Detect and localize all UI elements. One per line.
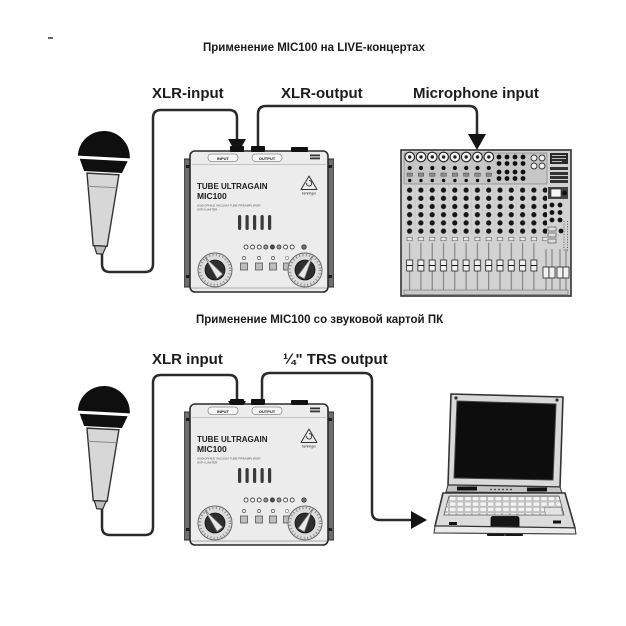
- cable-preamp-to-mixer: [258, 106, 477, 150]
- gain-knob: [198, 253, 232, 287]
- channel-switch-row: [404, 236, 547, 242]
- preamp-desc-line1: AUDIOPHILE VACUUM TUBE PREAMPLIFIER: [197, 456, 261, 461]
- power-port-marks: [310, 155, 320, 157]
- microphone-pc-icon: [68, 381, 138, 513]
- channel-knob-grid: [404, 185, 547, 235]
- preamp-graphic: [184, 399, 334, 545]
- preamp-desc-line2: WITH LIMITER: [197, 460, 218, 465]
- label-xlr-input-pc: XLR input: [152, 351, 223, 368]
- preamp-desc-line1: AUDIOPHILE VACUUM TUBE PREAMPLIFIER: [197, 203, 261, 208]
- preamp-name-line1: TUBE ULTRAGAIN: [197, 435, 268, 444]
- mixer-icon: [400, 149, 572, 299]
- label-xlr-input-live: XLR-input: [152, 85, 224, 102]
- label-microphone-input: Microphone input: [413, 85, 539, 102]
- power-port-marks: [310, 408, 320, 410]
- output-knob: [288, 253, 322, 287]
- label-xlr-output-live: XLR-output: [281, 85, 363, 102]
- section-title-live: Применение MIC100 на LIVE-концертах: [203, 42, 425, 54]
- preamp-device-pc: [184, 398, 334, 549]
- laptop-screen: [454, 401, 556, 480]
- gain-knob: [198, 506, 232, 540]
- port-output-label: OUTPUT: [258, 408, 276, 414]
- preamp-name-line2: MIC100: [197, 444, 227, 454]
- output-knob: [288, 506, 322, 540]
- power-jack: [291, 400, 308, 405]
- brand-label: behringer: [301, 444, 317, 449]
- brand-label: behringer: [301, 191, 317, 196]
- output-jack: [251, 146, 265, 152]
- preamp-desc-line2: WITH LIMITER: [197, 207, 218, 212]
- mixer-logo-block: [550, 153, 568, 183]
- arrowhead-laptop: [411, 511, 427, 529]
- input-jack: [230, 399, 244, 405]
- laptop-icon: [427, 390, 589, 545]
- preamp-device-live: [184, 145, 334, 296]
- power-jack: [291, 147, 308, 152]
- port-output-label: OUTPUT: [258, 155, 276, 161]
- preamp-graphic: [184, 146, 334, 292]
- label-trs-output: ¼" TRS output: [283, 351, 388, 368]
- input-jack: [230, 146, 244, 152]
- preamp-name-line1: TUBE ULTRAGAIN: [197, 182, 268, 191]
- preamp-name-line2: MIC100: [197, 191, 227, 201]
- port-input-label: INPUT: [217, 155, 229, 161]
- section-title-pc: Применение MIC100 со звуковой картой ПК: [196, 314, 444, 326]
- port-input-label: INPUT: [217, 408, 229, 414]
- microphone-live-icon: [68, 126, 138, 258]
- output-jack: [251, 399, 265, 405]
- arrowhead-mixer: [468, 134, 486, 150]
- channel-faders: [404, 243, 538, 290]
